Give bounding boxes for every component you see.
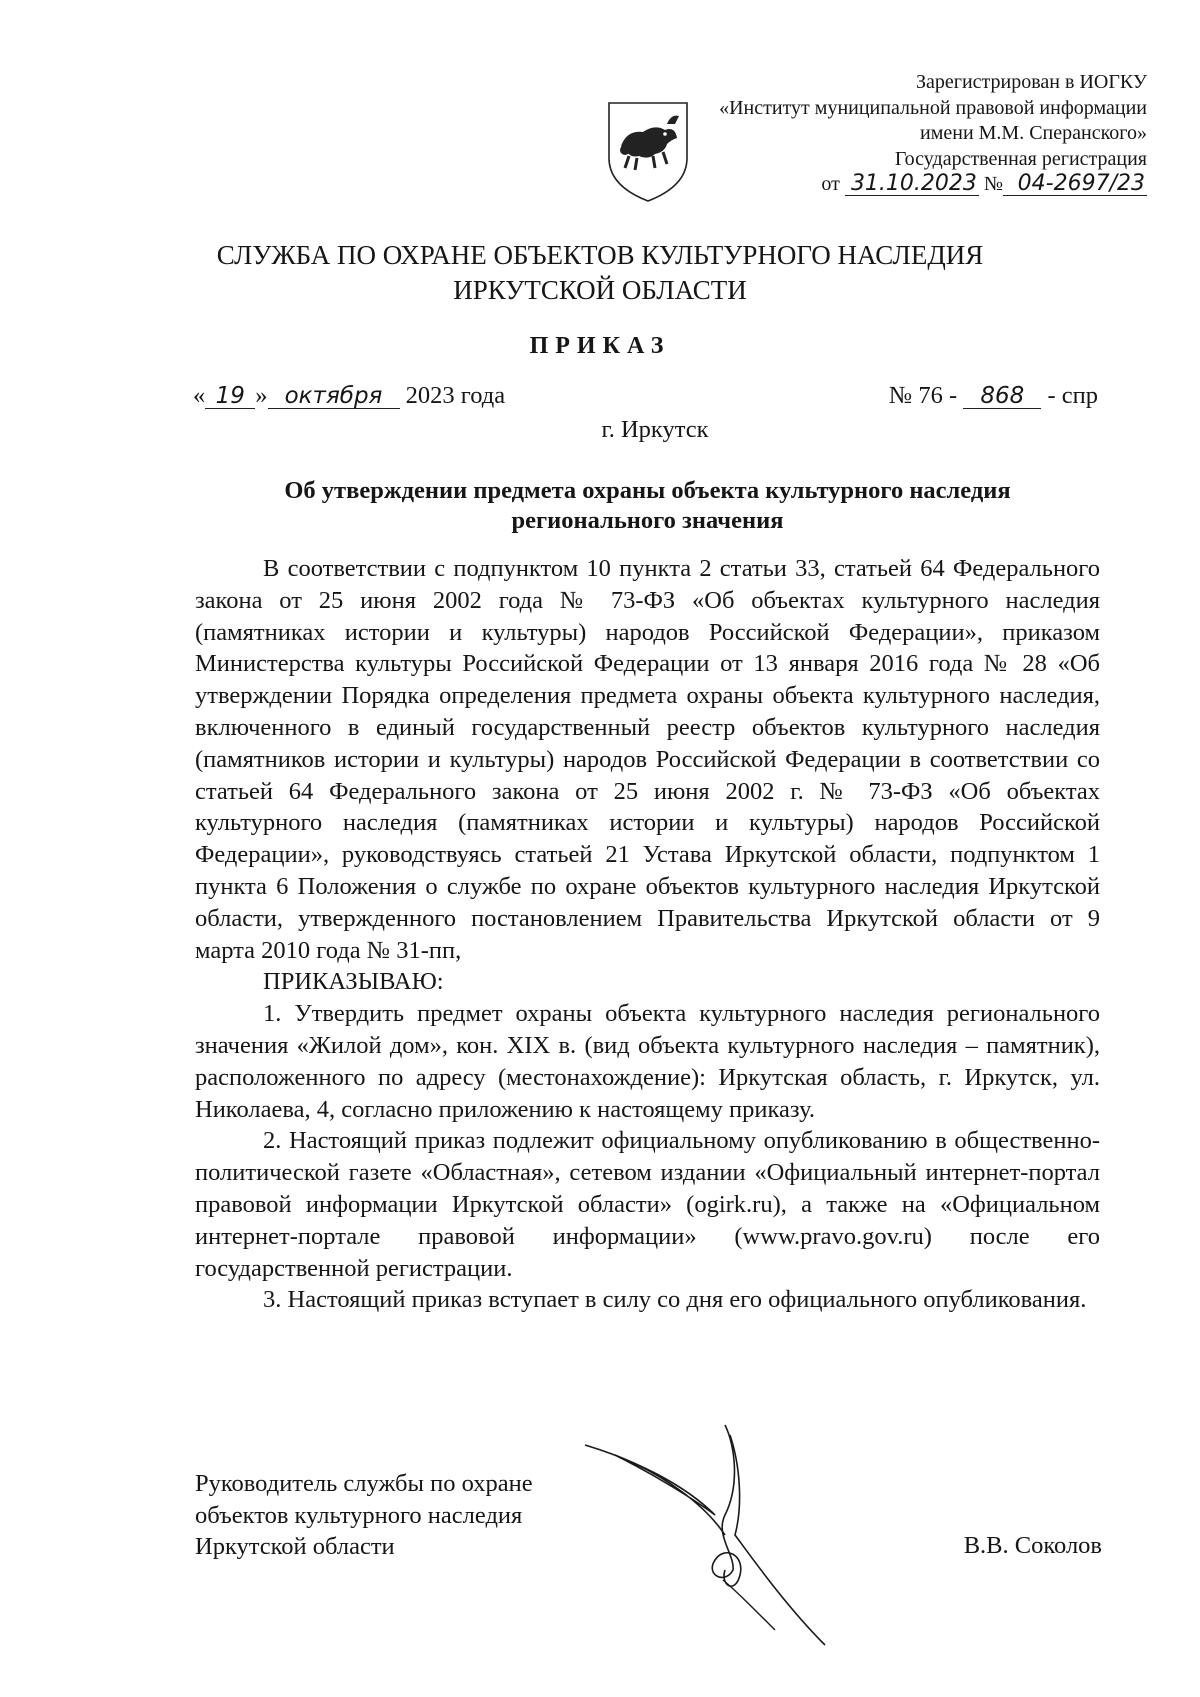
order-body (195, 553, 1100, 1316)
signatory-position (195, 1468, 533, 1563)
order-number-suffix: - спр (1047, 382, 1098, 409)
order-city: г. Иркутск (601, 416, 709, 443)
registration-date-line (627, 172, 1147, 198)
order-word: ПРИКАЗЫВАЮ: (263, 968, 444, 996)
quote-close: » (255, 382, 268, 409)
registration-line-3: имени М.М. Сперанского» (920, 122, 1147, 144)
order-title-line-1: Об утверждении предмета охраны объекта культурного наследия (284, 477, 1011, 504)
registration-stamp (627, 70, 1147, 198)
signatory-position-line-3: Иркутской области (195, 1533, 395, 1560)
registration-line-4: Государственная регистрация (894, 147, 1147, 170)
quote-open: « (193, 382, 206, 409)
order-number (889, 382, 1098, 410)
handwritten-signature (575, 1405, 855, 1665)
registration-date-prefix: от (821, 173, 840, 195)
preamble-paragraph: В соответствии с подпунктом 10 пункта 2 статьи 33, статьей 64 Федерального закона от 25 июня 2002 года № 73-ФЗ «Об объектах культурного наследия (памятниках истории и культуры) народов Российской Федерации», приказом Министерства культуры Российской Федерации от 13 января 2016 года № 28 «Об утверждении Порядка определения предмета охраны объекта культурного наследия, включенного в единый государственный реестр объектов культурного наследия (памятников истории и культуры) народов Российской Федерации в соответствии со статьей 64 Федерального закона от 25 июня 2002 г. № 73-ФЗ «Об объектах культурного наследия (памятниках истории и культуры) народов Российской Федерации», руководствуясь статьей 21 Устава Иркутской области, подпунктом 1 пункта 6 Положения о службе по охране объектов культурного наследия Иркутской области, утвержденного постановлением Правительства Иркутской области от 9 марта 2010 года № 31-пп, (195, 555, 1100, 964)
agency-name-line-2: ИРКУТСКОЙ ОБЛАСТИ (453, 275, 747, 305)
order-item-2: 2. Настоящий приказ подлежит официальному опубликованию в общественно-политической газете «Областная», сетевом издании «Официальный интернет-портал правовой информации Иркутской области» (ogirk.ru), а также на «Официальном интернет-портале правовой информации» (www.pravo.gov.ru) после его государственной регистрации. (195, 1127, 1100, 1282)
order-date (193, 382, 505, 410)
registration-line-2: «Институт муниципальной правовой информации (719, 96, 1147, 119)
order-year: 2023 года (405, 382, 506, 409)
registration-number-prefix: № (983, 173, 1003, 195)
signatory-position-line-2: объектов культурного наследия (195, 1501, 523, 1529)
registration-line-1: Зарегистрирован в ИОГКУ (916, 71, 1147, 93)
order-number-prefix: № 76 - (888, 382, 958, 409)
order-item-1: 1. Утвердить предмет охраны объекта культурного наследия регионального значения «Жилой дом», кон. XIX в. (вид объекта культурного наследия – памятник), расположенного по адресу (местонахождение): Иркутская область, г. Иркутск, ул. Николаева, 4, согласно приложению к настоящему приказу. (195, 1000, 1100, 1123)
document-type: ПРИКАЗ (529, 333, 671, 359)
signatory-name: В.В. Соколов (963, 1532, 1102, 1559)
order-title-line-2: регионального значения (511, 507, 784, 534)
order-number-value: 868 (963, 384, 1041, 409)
registration-number: 04-2697/23 (1003, 173, 1147, 196)
order-item-3: 3. Настоящий приказ вступает в силу со дня его официального опубликования. (263, 1286, 1087, 1314)
order-day: 19 (205, 384, 255, 409)
agency-name (0, 238, 1200, 308)
signatory-position-line-1: Руководитель службы по охране (195, 1470, 533, 1497)
agency-name-line-1: СЛУЖБА ПО ОХРАНЕ ОБЪЕКТОВ КУЛЬТУРНОГО НАСЛЕДИЯ (216, 240, 984, 270)
order-title (195, 476, 1100, 536)
order-month: октября (268, 384, 400, 409)
registration-date: 31.10.2023 (845, 173, 979, 196)
